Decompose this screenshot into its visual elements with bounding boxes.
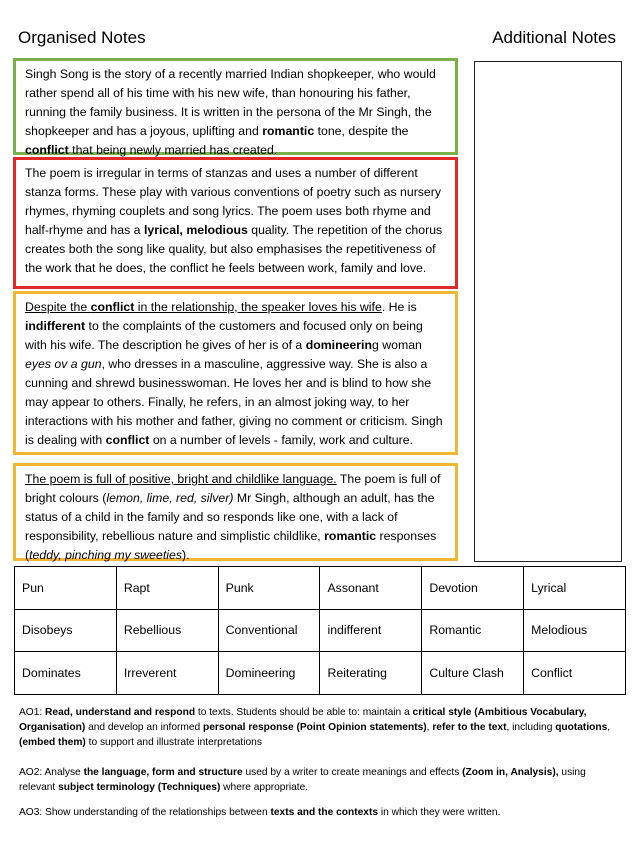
- ao-text: AO3: Show understanding of the relationships between: [19, 807, 271, 818]
- note-text: The poem is irregular in terms of stanzas and uses a number of different stanza forms. These play with various conventions of poetry such as nursery rhymes, rhyming couplets and song lyrics. The poem uses both rhyme and half-rhyme and has a: [25, 166, 442, 237]
- additional-notes-box: [474, 61, 622, 562]
- note-text: responses (: [25, 529, 437, 562]
- note-text: The poem is full of positive, bright and childlike language.: [25, 472, 337, 486]
- ao-text: ,: [426, 722, 433, 733]
- note-text: in the relationship, the speaker loves his wife: [134, 300, 382, 314]
- note-text: to the complaints of the customers and focused only on being with his wife. The description he gives of her is of a: [25, 319, 423, 352]
- table-cell: Romantic: [422, 609, 524, 652]
- ao-text: to texts. Students should be able to: maintain a: [195, 707, 413, 718]
- table-cell: Pun: [15, 567, 117, 610]
- note-box-relationship: [13, 291, 458, 455]
- table-cell: Irreverent: [116, 652, 218, 695]
- table-cell: Assonant: [320, 567, 422, 610]
- note-text: that being newly married has created.: [68, 143, 278, 157]
- keyword-conflict: conflict: [25, 143, 69, 157]
- table-cell: Lyrical: [524, 567, 626, 610]
- assessment-objective-3: [19, 805, 619, 820]
- keyword-romantic: romantic: [262, 124, 315, 138]
- ao-keyword: quotations: [555, 722, 608, 733]
- note-box-summary: [13, 58, 458, 155]
- table-cell: Disobeys: [15, 609, 117, 652]
- ao-keyword: (embed them): [19, 737, 86, 748]
- table-cell: Dominates: [15, 652, 117, 695]
- table-cell: Rapt: [116, 567, 218, 610]
- table-cell: Culture Clash: [422, 652, 524, 695]
- additional-notes-heading: Additional Notes: [492, 28, 616, 47]
- note-box-language: [13, 463, 458, 561]
- ao-keyword: subject terminology (Techniques): [58, 782, 221, 793]
- ao-text: to support and illustrate interpretations: [85, 737, 262, 748]
- quotation: teddy, pinching my sweeties: [29, 548, 182, 562]
- ao-text: and develop an informed: [85, 722, 204, 733]
- note-text: g woman: [371, 338, 422, 352]
- ao-text: in which they were written.: [378, 807, 501, 818]
- keyword-conflict: conflict: [105, 433, 150, 447]
- ao-text: AO1:: [19, 707, 46, 718]
- note-text: quality. The repetition of the chorus creates both the song like quality, but also emphasises the repetitiveness of the work that he does, the conflict he feels between work, family and love.: [25, 223, 443, 275]
- keyword-conflict: conflict: [90, 300, 135, 314]
- table-cell: Rebellious: [116, 609, 218, 652]
- table-row: [15, 609, 626, 652]
- ao-text: , including: [506, 722, 556, 733]
- keyword-indifferent: indifferent: [25, 319, 86, 333]
- ao-text: using relevant: [19, 767, 586, 793]
- table-cell: Punk: [218, 567, 320, 610]
- ao-text: ,: [607, 722, 611, 733]
- ao-keyword: refer to the text: [432, 722, 507, 733]
- table-cell: Melodious: [524, 609, 626, 652]
- table-cell: Reiterating: [320, 652, 422, 695]
- ao-keyword: texts and the contexts: [270, 807, 379, 818]
- note-text: Singh Song is the story of a recently married Indian shopkeeper, who would rather spend all of his time with his new wife, than honouring his father, running the family business. It is written in the persona of the Mr Singh, the shopkeeper and has a joyous, uplifting and: [25, 67, 436, 138]
- vocabulary-table: [14, 566, 626, 695]
- table-cell: Domineering: [218, 652, 320, 695]
- note-text: Mr Singh, although an adult, has the status of a child in the family and so responds like one, with a lack of responsibility, rebellious nature and simplistic childlike,: [25, 491, 435, 543]
- note-text: tone, despite the: [314, 124, 409, 138]
- table-cell: Devotion: [422, 567, 524, 610]
- keyword-lyrical-melodious: lyrical, melodious: [143, 223, 248, 237]
- ao-keyword: critical style (Ambitious Vocabulary, Organisation): [19, 707, 587, 733]
- assessment-objective-1: [19, 705, 619, 750]
- note-text: . He is: [381, 300, 417, 314]
- note-text: ).: [182, 548, 190, 562]
- ao-keyword: (Zoom in, Analysis),: [462, 767, 559, 778]
- note-box-form: [13, 157, 458, 289]
- assessment-objective-2: [19, 765, 619, 795]
- quotation: lemon, lime, red, silver): [106, 491, 234, 505]
- table-row: [15, 567, 626, 610]
- ao-text: where appropriate.: [220, 782, 309, 793]
- table-cell: Conflict: [524, 652, 626, 695]
- note-text: on a number of levels - family, work and culture.: [149, 433, 413, 447]
- note-text: The poem is full of bright colours (: [25, 472, 441, 505]
- table-row: [15, 652, 626, 695]
- table-cell: indifferent: [320, 609, 422, 652]
- ao-text: AO2: Analyse: [19, 767, 84, 778]
- keyword-domineering: domineerin: [305, 338, 372, 352]
- table-cell: Conventional: [218, 609, 320, 652]
- ao-keyword: Read, understand and respond: [45, 707, 196, 718]
- quotation: eyes ov a gun: [25, 357, 102, 371]
- note-text: , who dresses in a masculine, aggressive way. She is also a cunning and shrewd businesswoman. He loves her and is blind to how she may appear to others. Finally, he refers, in an almost joking way, to her interactions with his mother and father, giving no comment or criticism. Singh is dealing with: [25, 357, 443, 447]
- keyword-romantic: romantic: [324, 529, 377, 543]
- organised-notes-heading: Organised Notes: [18, 28, 146, 47]
- ao-keyword: the language, form and structure: [83, 767, 243, 778]
- ao-text: used by a writer to create meanings and effects: [242, 767, 463, 778]
- note-text: Despite the: [25, 300, 91, 314]
- ao-keyword: personal response (Point Opinion statements): [203, 722, 427, 733]
